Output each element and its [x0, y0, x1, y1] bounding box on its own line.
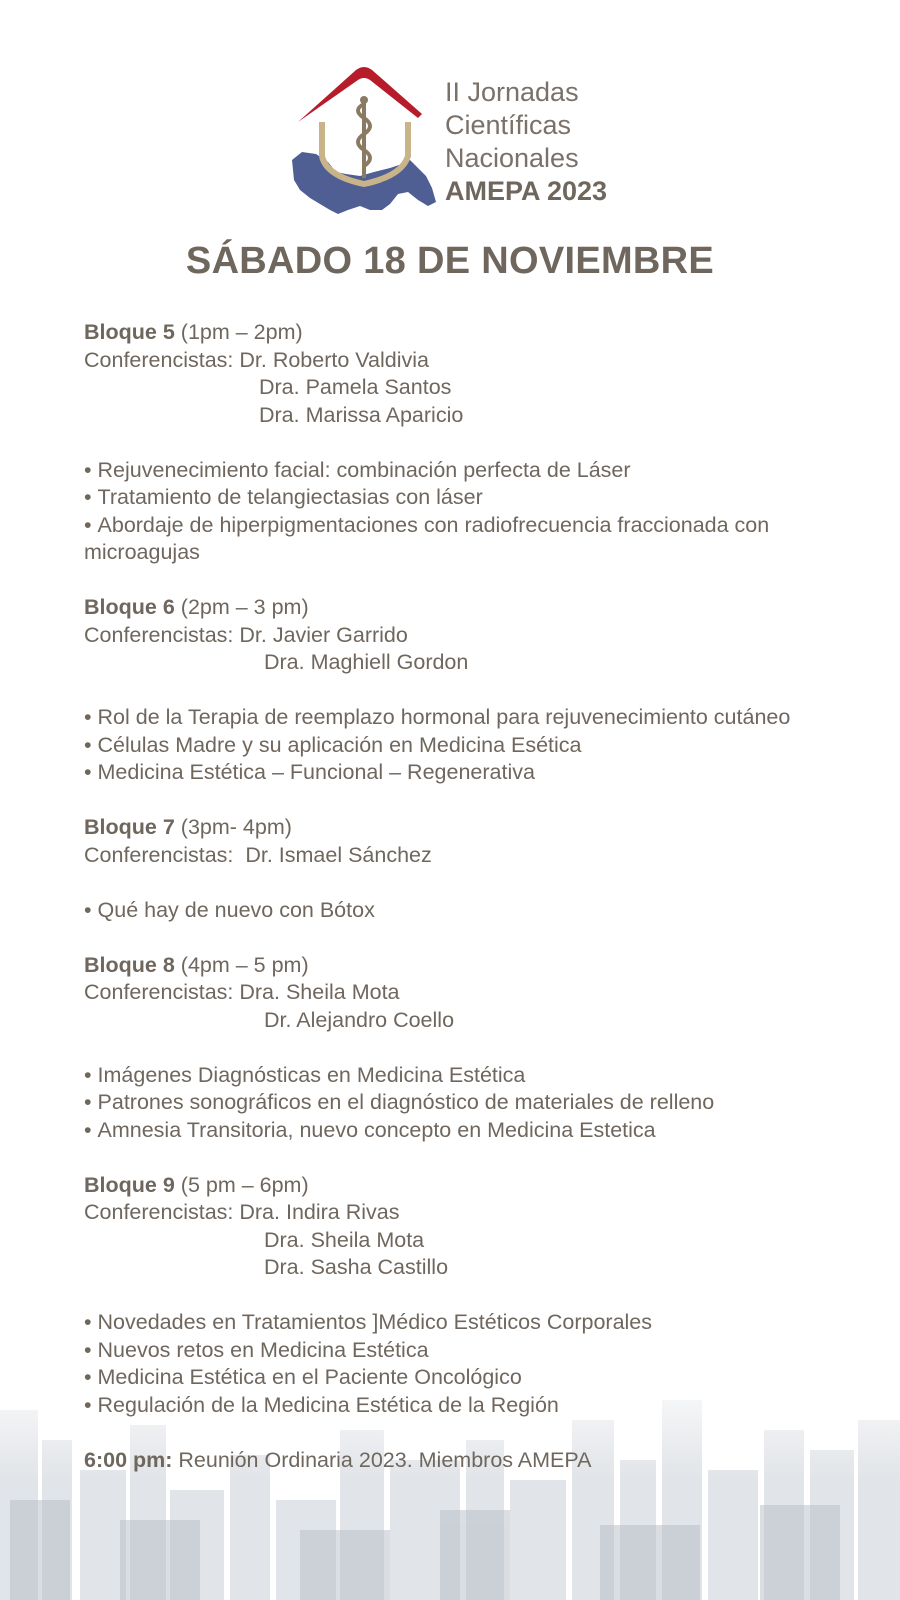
speakers-label: Conferencistas:: [84, 622, 234, 647]
speaker: Dr. Javier Garrido: [239, 622, 408, 647]
block-5: [84, 319, 824, 594]
topic-item: • Regulación de la Medicina Estética de la Región: [84, 1392, 824, 1420]
block-time: (5 pm – 6pm): [180, 1172, 309, 1197]
speakers-label: Conferencistas:: [84, 1200, 234, 1224]
logo-line: Nacionales: [445, 143, 579, 173]
block-title: Bloque 8: [84, 952, 175, 977]
topic-item: • Qué hay de nuevo con Bótox: [84, 897, 824, 925]
logo-line: II Jornadas: [445, 77, 579, 107]
page-title: SÁBADO 18 DE NOVIEMBRE: [185, 240, 715, 282]
block-6: [84, 594, 824, 814]
topic-item: • Rejuvenecimiento facial: combinación perfecta de Láser: [84, 457, 824, 485]
speaker: Dr. Alejandro Coello: [264, 1007, 455, 1032]
speaker: Dra. Sheila Mota: [239, 980, 400, 1004]
program-schedule: [84, 319, 824, 1474]
speaker: Dra. Pamela Santos: [259, 375, 452, 399]
block-9: [84, 1172, 824, 1447]
block-8: [84, 952, 824, 1172]
topic-item: • Rol de la Terapia de reemplazo hormonal para rejuvenecimiento cutáneo: [84, 704, 824, 732]
logo-line: Científicas: [445, 110, 572, 140]
block-time: (2pm – 3 pm): [180, 595, 309, 619]
block-time: (3pm- 4pm): [180, 815, 292, 839]
block-7: [84, 814, 824, 952]
topic-item: • Novedades en Tratamientos ]Médico Estéticos Corporales: [84, 1309, 824, 1337]
speakers-label: Conferencistas:: [84, 980, 234, 1004]
speaker: Dr. Roberto Valdivia: [239, 347, 429, 372]
topic-item: • Nuevos retos en Medicina Estética: [84, 1337, 824, 1365]
topic-item: • Medicina Estética – Funcional – Regenerativa: [84, 759, 824, 787]
closing-meeting: [84, 1447, 824, 1475]
topic-item: • Amnesia Transitoria, nuevo concepto en Medicina Estetica: [84, 1117, 824, 1145]
speaker: Dra. Marissa Aparicio: [259, 402, 464, 427]
speakers-label: Conferencistas:: [84, 842, 234, 867]
speakers-label: Conferencistas:: [84, 347, 234, 372]
block-time: (1pm – 2pm): [180, 320, 303, 344]
closing-text: Reunión Ordinaria 2023. Miembros AMEPA: [178, 1447, 592, 1472]
block-title: Bloque 9: [84, 1172, 175, 1197]
block-title: Bloque 5: [84, 320, 175, 344]
block-title: Bloque 7: [84, 815, 175, 839]
speaker: Dra. Sasha Castillo: [264, 1255, 449, 1279]
topic-item: • Medicina Estética en el Paciente Oncológico: [84, 1364, 824, 1392]
topic-item: • Imágenes Diagnósticas en Medicina Estética: [84, 1062, 824, 1090]
topic-item: • Abordaje de hiperpigmentaciones con radiofrecuencia fraccionada con microagujas: [84, 512, 824, 567]
speaker: Dra. Maghiell Gordon: [264, 650, 469, 674]
amepa-logo-icon: [290, 64, 440, 220]
topic-item: • Células Madre y su aplicación en Medicina Esética: [84, 732, 824, 760]
event-logo-text: [445, 76, 607, 208]
block-time: (4pm – 5 pm): [180, 952, 309, 977]
topic-item: • Patrones sonográficos en el diagnóstico de materiales de relleno: [84, 1089, 824, 1117]
closing-time: 6:00 pm:: [84, 1447, 173, 1472]
speaker: Dra. Indira Rivas: [239, 1200, 400, 1224]
block-title: Bloque 6: [84, 595, 175, 619]
logo-year: AMEPA 2023: [445, 176, 608, 206]
speaker: Dra. Sheila Mota: [264, 1227, 425, 1252]
speaker: Dr. Ismael Sánchez: [245, 842, 432, 867]
topic-item: • Tratamiento de telangiectasias con láser: [84, 484, 824, 512]
